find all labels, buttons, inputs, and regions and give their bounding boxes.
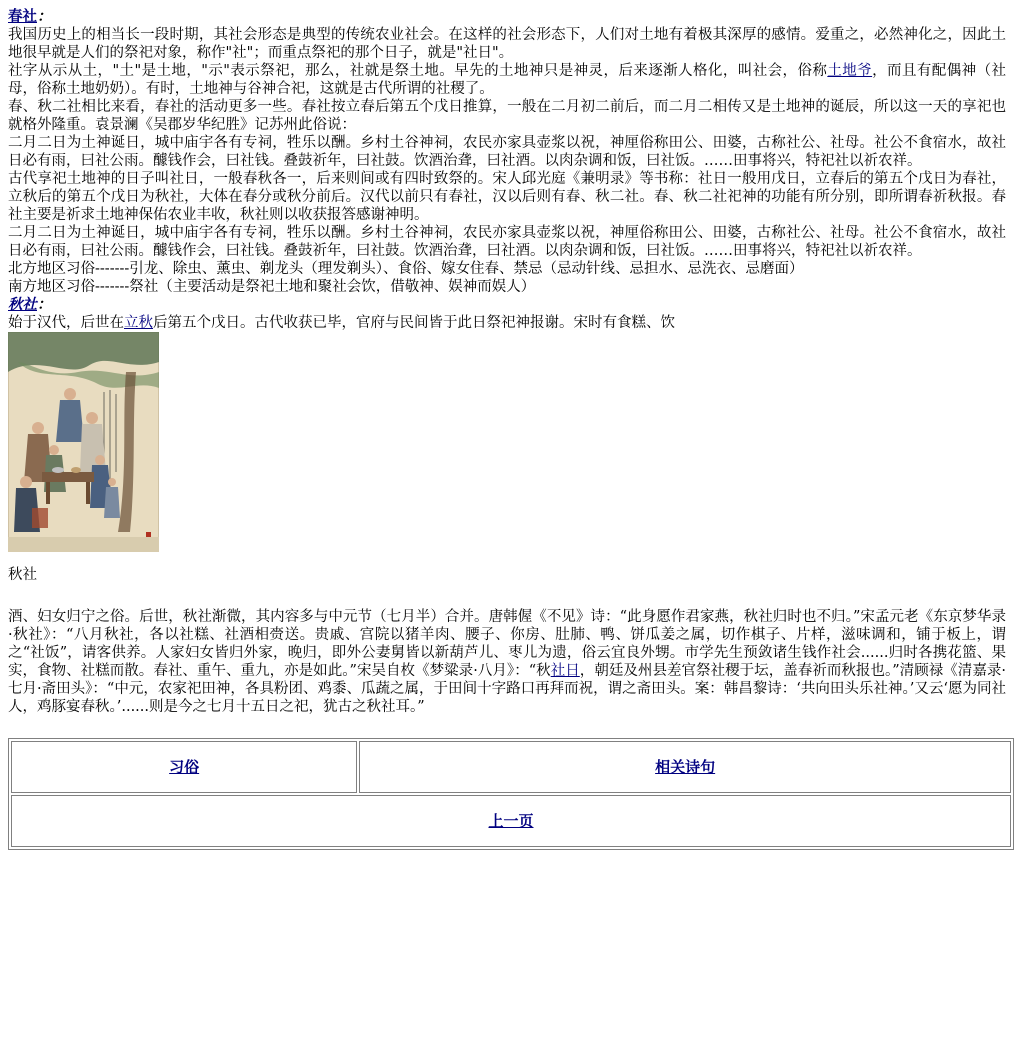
previous-page-link[interactable]: 上一页 (488, 812, 534, 830)
autumn-paragraph-1 (8, 314, 1006, 332)
autumn-p1-text-before: 始于汉代，后世在 (8, 315, 124, 331)
spring-paragraph-1: 我国历史上的相当长一段时期，其社会形态是典型的传统农业社会。在这样的社会形态下，人们对土地有着极其深厚的感情。爱重之，必然神化之，因此土地很早就是人们的祭祀对象，称作"社"；而重点祭祀的那个日子，就是"社日"。 (8, 27, 1006, 61)
spring-p2-text-before: 社字从示从土，"土"是土地，"示"表示祭祀，那么，社就是祭土地。早先的土地神只是神灵，后来逐渐人格化，叫社会，俗称 (8, 63, 828, 79)
nav-cell-poems (359, 741, 1011, 793)
autumn-festival-painting (8, 332, 159, 552)
nav-cell-prev (11, 795, 1011, 847)
spring-paragraph-5: 古代享祀土地神的日子叫社日，一般春秋各一，后来则间或有四时致祭的。宋人邱光庭《兼明录》等书称：社日一般用戊日，立春后的第五个戊日为春社，立秋后的第五个戊日为秋社，大体在春分或秋分前后。汉代以前只有春社，汉以后则有春、秋二社。春、秋二社祀神的功能有所分别，即所谓春祈秋报。春社主要是祈求土地神保佑农业丰收，秋社则以收获报答感谢神明。 (8, 171, 1006, 223)
south-customs: 南方地区习俗-------祭社（主要活动是祭祀土地和聚社会饮，借敬神、娱神而娱人） (8, 279, 536, 295)
related-poems-link[interactable]: 相关诗句 (655, 758, 716, 776)
autumn-p2-text-after: ，朝廷及州县差官祭社稷于坛，盖春祈而秋报也。”清顾禄《清嘉录·七月·斋田头》：“中元，农家祀田神，各具粉团、鸡黍、瓜蔬之属，于田间十字路口再拜而祝，谓之斋田头。案：韩昌黎诗：‘共向田头乐社神。’又云‘愿为同社人，鸡豚宴春秋。’......则是今之七月十五日之祀，犹古之秋社耳。” (8, 663, 1007, 715)
painting-jar (32, 508, 48, 528)
sheri-link[interactable]: 社日 (550, 663, 580, 679)
autumn-heading (8, 296, 1006, 314)
spring-paragraph-4: 二月二日为土神诞日，城中庙宇各有专祠，牲乐以酬。乡村土谷神祠，农民亦家具壶浆以祝，神厘俗称田公、田婆，古称社公、社母。社公不食宿水，故社日必有雨，曰社公雨。醵钱作会，曰社钱。叠鼓祈年，曰社鼓。饮酒治聋，曰社酒。以肉杂调和饭，曰社饭。……田事将兴，特祀社以祈农祥。 (8, 135, 1006, 169)
spring-paragraph-6: 二月二日为土神诞日，城中庙宇各有专祠，牲乐以酬。乡村土谷神祠，农民亦家具壶浆以祝，神厘俗称田公、田婆，古称社公、社母。社公不食宿水，故社日必有雨，曰社公雨。醵钱作会，曰社钱。叠鼓祈年，曰社鼓。饮酒治聋，曰社酒。以肉杂调和饭，曰社饭。……田事将兴，特祀社以祈农祥。 (8, 225, 1006, 259)
nav-cell-customs (11, 741, 357, 793)
autumn-p1-text-after: 后第五个戊日。古代收获已毕，官府与民间皆于此日祭祀神报谢。宋时有食糕、饮 (153, 315, 675, 331)
autumn-heading-colon: ： (37, 296, 52, 313)
north-customs: 北方地区习俗-------引龙、除虫、薰虫、剃龙头（理发剃头）、食俗、嫁女住春、禁忌（忌动针线、忌担水、忌洗衣、忌磨面） (8, 261, 804, 277)
autumn-heading-link[interactable]: 秋社 (8, 296, 37, 313)
spring-p2-text-after: ，而且有配偶神（社母，俗称土地奶奶）。有时，土地神与谷神合祀，这就是古代所谓的社稷了。 (8, 63, 1006, 97)
liqiu-link[interactable]: 立秋 (124, 315, 153, 331)
navigation-table (8, 738, 1014, 850)
painting-ground (8, 537, 159, 552)
autumn-paragraph-2 (8, 608, 1006, 716)
spring-paragraph-2 (8, 62, 1006, 98)
spring-paragraph-3: 春、秋二社相比来看，春社的活动更多一些。春社按立春后第五个戊日推算，一般在二月初二前后，而二月二相传又是土地神的诞辰，所以这一天的享祀也就格外隆重。袁景澜《吴郡岁华纪胜》记苏州此俗说： (8, 99, 1006, 133)
spring-heading-link[interactable]: 春社 (8, 8, 37, 25)
nav-row-top (11, 741, 1011, 793)
tudiye-link[interactable]: 土地爷 (827, 63, 873, 79)
nav-row-bottom (11, 795, 1011, 847)
customs-link[interactable]: 习俗 (169, 758, 200, 776)
image-caption: 秋社 (8, 567, 37, 583)
autumn-p2-text-before: 酒、妇女归宁之俗。后世，秋社渐微，其内容多与中元节（七月半）合并。唐韩偓《不见》诗：“此身愿作君家燕，秋社归时也不归。”宋孟元老《东京梦华录·秋社》：“八月秋社，各以社糕、社酒相赍送。贵戚、宫院以猪羊肉、腰子、你房、肚肺、鸭、饼瓜姜之属，切作棋子、片样，滋味调和，铺于板上，谓之“社饭”，请客供养。人家妇女皆归外家，晚归，即外公妻舅皆以新葫芦儿、枣儿为遗，俗云宜良外甥。市学先生预敛诸生钱作社会......归时各携花篮、果实，食物、社糕而散。春社、重午、重九，亦是如此。”宋吴自枚《梦粱录·八月》：“秋 (8, 609, 1006, 679)
spring-heading-colon: ： (37, 8, 52, 25)
spring-heading (8, 8, 1006, 26)
